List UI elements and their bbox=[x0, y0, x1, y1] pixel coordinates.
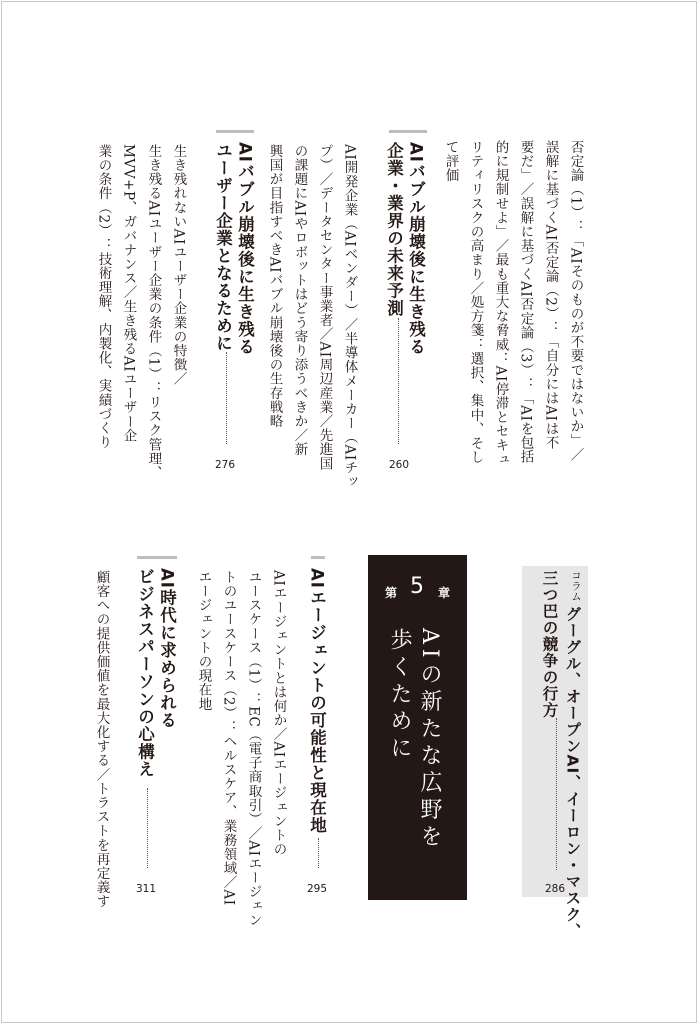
section-body-line-4: 興国が目指すべきAIバブル崩壊後の生存戦略 bbox=[266, 144, 283, 429]
section-body-line-4: エージェントの現在地 bbox=[195, 570, 212, 711]
chapter-suffix: 章 bbox=[438, 586, 451, 600]
section-body-line-2: プ）／データセンター事業者／AI周辺産業／先進国 bbox=[316, 144, 333, 471]
column-title-line-1: グーグル、オープンAI、イーロン・マスク、 bbox=[563, 606, 582, 940]
page-number: 276 bbox=[214, 459, 236, 471]
section-body-line-3: MVV+P、ガバナンス／生き残るAIユーザー企 bbox=[120, 144, 137, 443]
section-title-line-2: ビジネスパーソンの心構え bbox=[135, 568, 155, 778]
section-body-line-1: 顧客への提供価値を最大化する／トラストを再定義す bbox=[93, 570, 110, 909]
section-marker bbox=[216, 130, 254, 133]
page-number: 286 bbox=[544, 883, 566, 895]
leader-dots bbox=[226, 352, 227, 444]
section-title-line-2: ユーザー企業となるために bbox=[213, 142, 233, 352]
page-number: 295 bbox=[306, 883, 328, 895]
page-number: 260 bbox=[388, 459, 410, 471]
section-body-line-4: 業の条件（2）：技術理解、内製化、実績づくり bbox=[95, 144, 112, 450]
leader-dots bbox=[398, 318, 399, 444]
chapter-prefix: 第 bbox=[385, 586, 398, 600]
section-title-line-1: AIバブル崩壊後に生き残る bbox=[235, 142, 255, 356]
leader-dots bbox=[556, 718, 557, 870]
column-label: コラム bbox=[570, 570, 582, 602]
section-body-line-3: の課題にAIやロボットはどう寄り添うべきか／新 bbox=[291, 144, 308, 457]
section-title-line-2: 企業・業界の未来予測 bbox=[384, 142, 404, 317]
section-body-line-1: AIエージェントとは何か／AIエージェントの bbox=[270, 570, 287, 857]
intro-line-4: 的に規制せよ」／最も重大な脅威：AI停滞とセキュ bbox=[492, 140, 509, 467]
intro-line-3: 要だ」／誤解に基づくAI否定論（3）：「AIを包括 bbox=[517, 140, 534, 464]
chapter-number: 5 bbox=[410, 574, 424, 599]
intro-line-6: て評価 bbox=[442, 140, 459, 183]
column-title-line-2: 三つ巴の競争の行方 bbox=[540, 570, 559, 719]
intro-line-1: 否定論（1）：「AIそのものが不要ではないか」／ bbox=[567, 140, 584, 462]
section-title-line-1: AI時代に求められる bbox=[157, 568, 177, 729]
leader-dots bbox=[318, 838, 319, 868]
chapter-title-line-2: 歩くために bbox=[387, 628, 412, 763]
section-body-line-3: トのユースケース（2）：ヘルスケア、業務領域／AI bbox=[220, 570, 237, 906]
chapter-title-line-1: AIの新たな広野を bbox=[417, 628, 442, 852]
section-title: AIエージェントの可能性と現在地 bbox=[307, 568, 327, 834]
intro-line-5: リティリスクの高まり／処方箋：選択、集中、そし bbox=[467, 140, 484, 465]
section-marker bbox=[137, 556, 177, 559]
section-body-line-1: AI開発企業（AIベンダー）／半導体メーカー（AIチッ bbox=[341, 144, 358, 489]
intro-line-2: 誤解に基づくAI否定論（2）：「自分にはAIは不 bbox=[542, 140, 559, 450]
page-number: 311 bbox=[135, 883, 157, 895]
section-body-line-2: 生き残るAIユーザー企業の条件（1）：リスク管理、 bbox=[145, 144, 162, 480]
section-body-line-1: 生き残れないAIユーザー企業の特徴／ bbox=[170, 144, 187, 386]
section-body-line-2: ユースケース（1）：EC（電子商取引）／AIエージェン bbox=[245, 570, 262, 928]
section-marker bbox=[389, 130, 427, 133]
section-title-line-1: AIバブル崩壊後に生き残る bbox=[406, 142, 426, 356]
section-marker bbox=[311, 556, 325, 559]
leader-dots bbox=[147, 788, 148, 868]
